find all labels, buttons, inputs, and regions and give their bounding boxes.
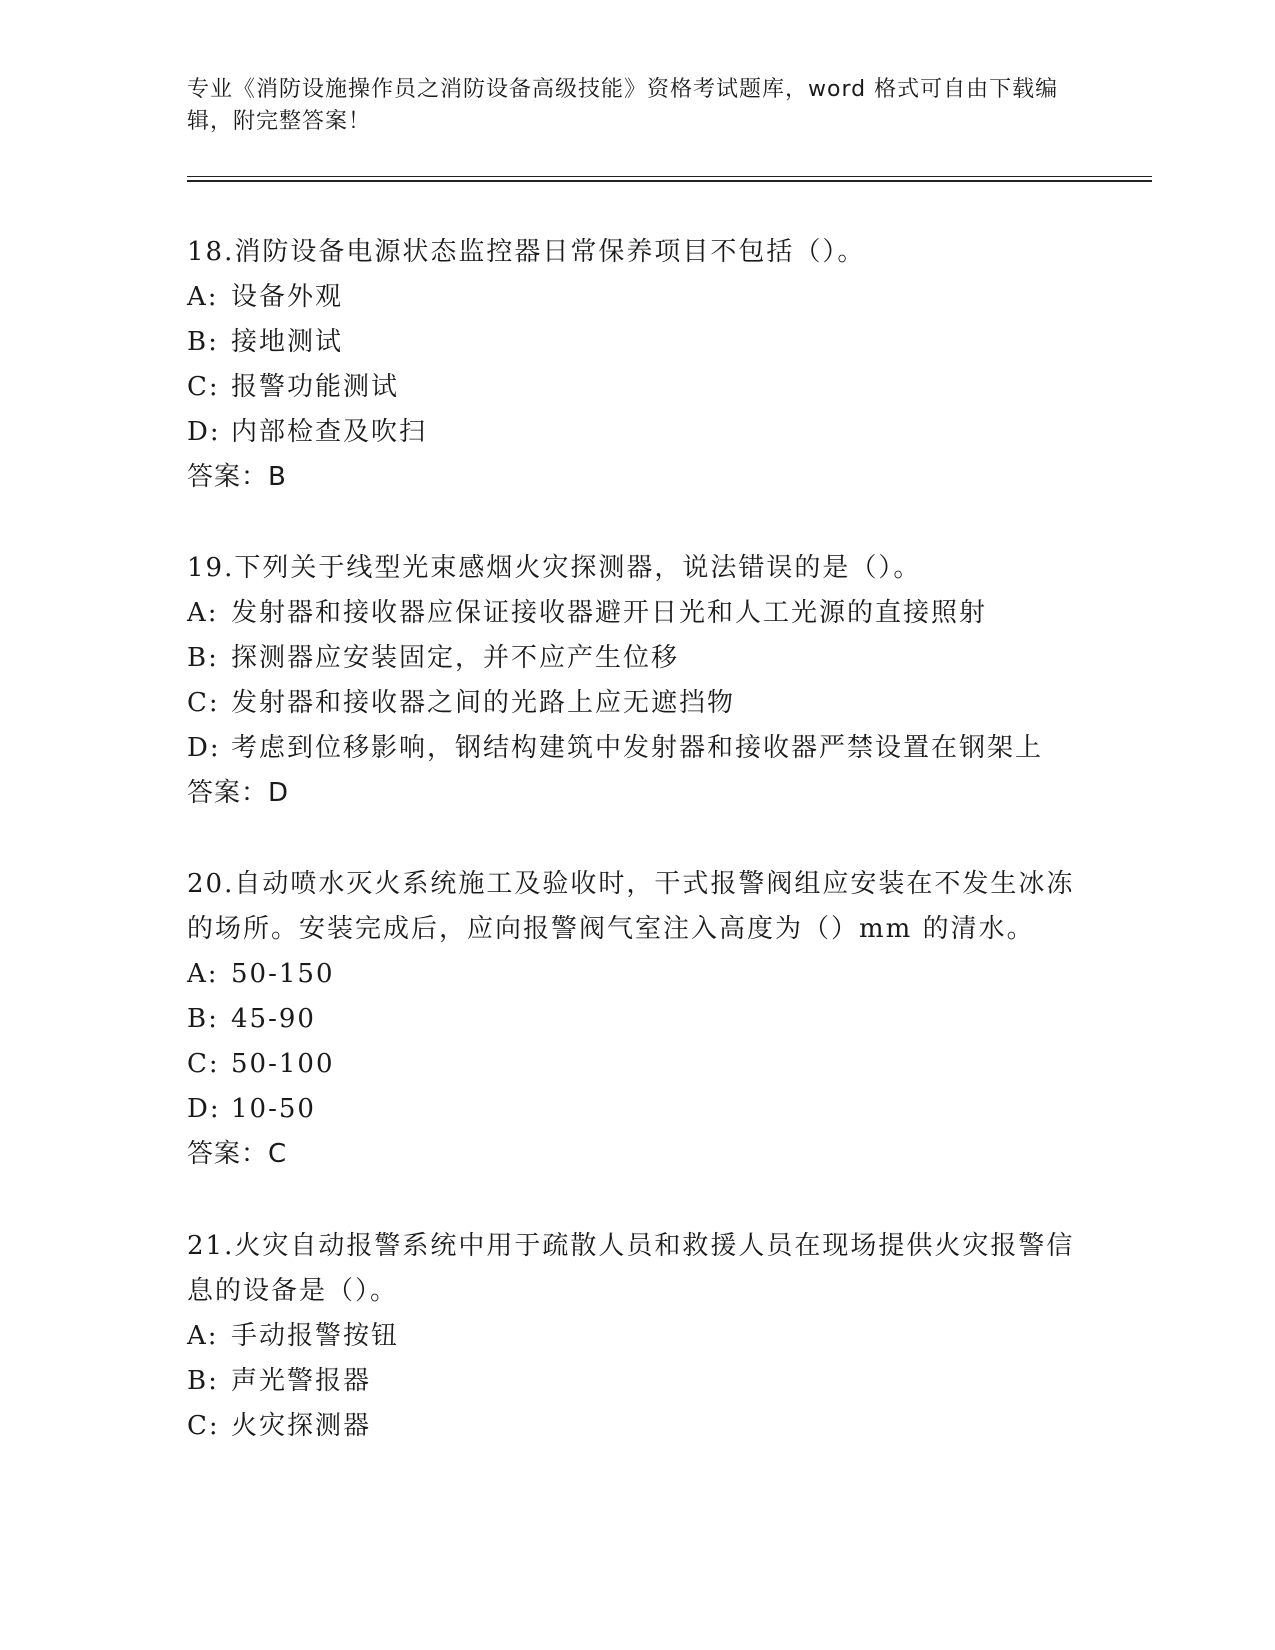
option-key: A: xyxy=(187,598,219,628)
option-key: D: xyxy=(187,417,221,447)
option-d xyxy=(187,726,1087,771)
option-text: 手动报警按钮 xyxy=(231,1321,400,1351)
option-a xyxy=(187,952,1087,997)
option-text: 声光警报器 xyxy=(231,1366,372,1396)
option-text: 10-50 xyxy=(231,1094,316,1124)
option-a xyxy=(187,1314,1087,1359)
option-key: C: xyxy=(187,1411,220,1441)
option-text: 发射器和接收器应保证接收器避开日光和人工光源的直接照射 xyxy=(231,598,988,628)
option-text: 接地测试 xyxy=(231,327,344,357)
option-key: C: xyxy=(187,372,220,402)
option-key: A: xyxy=(187,1321,219,1351)
question-stem: 19.下列关于线型光束感烟火灾探测器，说法错误的是（）。 xyxy=(187,553,922,583)
question-stem: 20.自动喷水灭火系统施工及验收时，干式报警阀组应安装在不发生冰冻的场所。安装完成后，应向报警阀气室注入高度为（）mm 的清水。 xyxy=(187,869,1075,944)
option-text: 报警功能测试 xyxy=(231,372,400,402)
option-key: B: xyxy=(187,327,219,357)
header-divider-thick xyxy=(187,180,1152,182)
option-key: D: xyxy=(187,1094,221,1124)
option-text: 50-100 xyxy=(231,1049,335,1079)
option-key: A: xyxy=(187,959,219,989)
option-key: C: xyxy=(187,688,220,718)
option-c xyxy=(187,681,1087,726)
option-text: 发射器和接收器之间的光路上应无遮挡物 xyxy=(231,688,736,718)
option-key: B: xyxy=(187,1366,219,1396)
question-block xyxy=(187,1224,1087,1449)
question-block xyxy=(187,862,1087,1177)
option-b xyxy=(187,1359,1087,1404)
option-key: A: xyxy=(187,282,219,312)
option-c xyxy=(187,365,1087,410)
question-block xyxy=(187,546,1087,816)
answer-line: 答案：D xyxy=(187,778,290,808)
option-b xyxy=(187,997,1087,1042)
option-b xyxy=(187,636,1087,681)
option-text: 考虑到位移影响，钢结构建筑中发射器和接收器严禁设置在钢架上 xyxy=(231,733,1044,763)
option-a xyxy=(187,591,1087,636)
option-text: 45-90 xyxy=(231,1004,316,1034)
option-c xyxy=(187,1042,1087,1087)
question-stem: 21.火灾自动报警系统中用于疏散人员和救援人员在现场提供火灾报警信息的设备是（）。 xyxy=(187,1231,1075,1306)
option-text: 设备外观 xyxy=(231,282,344,312)
answer-line: 答案：B xyxy=(187,462,287,492)
option-key: B: xyxy=(187,643,219,673)
option-d xyxy=(187,1087,1087,1132)
option-key: D: xyxy=(187,733,221,763)
option-d xyxy=(187,410,1087,455)
option-text: 内部检查及吹扫 xyxy=(231,417,428,447)
option-b xyxy=(187,320,1087,365)
option-text: 50-150 xyxy=(231,959,335,989)
option-key: B: xyxy=(187,1004,219,1034)
header-divider-thin xyxy=(187,176,1152,177)
option-a xyxy=(187,275,1087,320)
option-text: 探测器应安装固定，并不应产生位移 xyxy=(231,643,680,673)
option-text: 火灾探测器 xyxy=(231,1411,372,1441)
document-header: 专业《消防设施操作员之消防设备高级技能》资格考试题库，word 格式可自由下载编辑，附完整答案！ xyxy=(187,77,1059,134)
option-c xyxy=(187,1404,1087,1449)
question-stem: 18.消防设备电源状态监控器日常保养项目不包括（）。 xyxy=(187,237,866,267)
question-block xyxy=(187,230,1087,500)
option-key: C: xyxy=(187,1049,220,1079)
answer-line: 答案：C xyxy=(187,1139,288,1169)
